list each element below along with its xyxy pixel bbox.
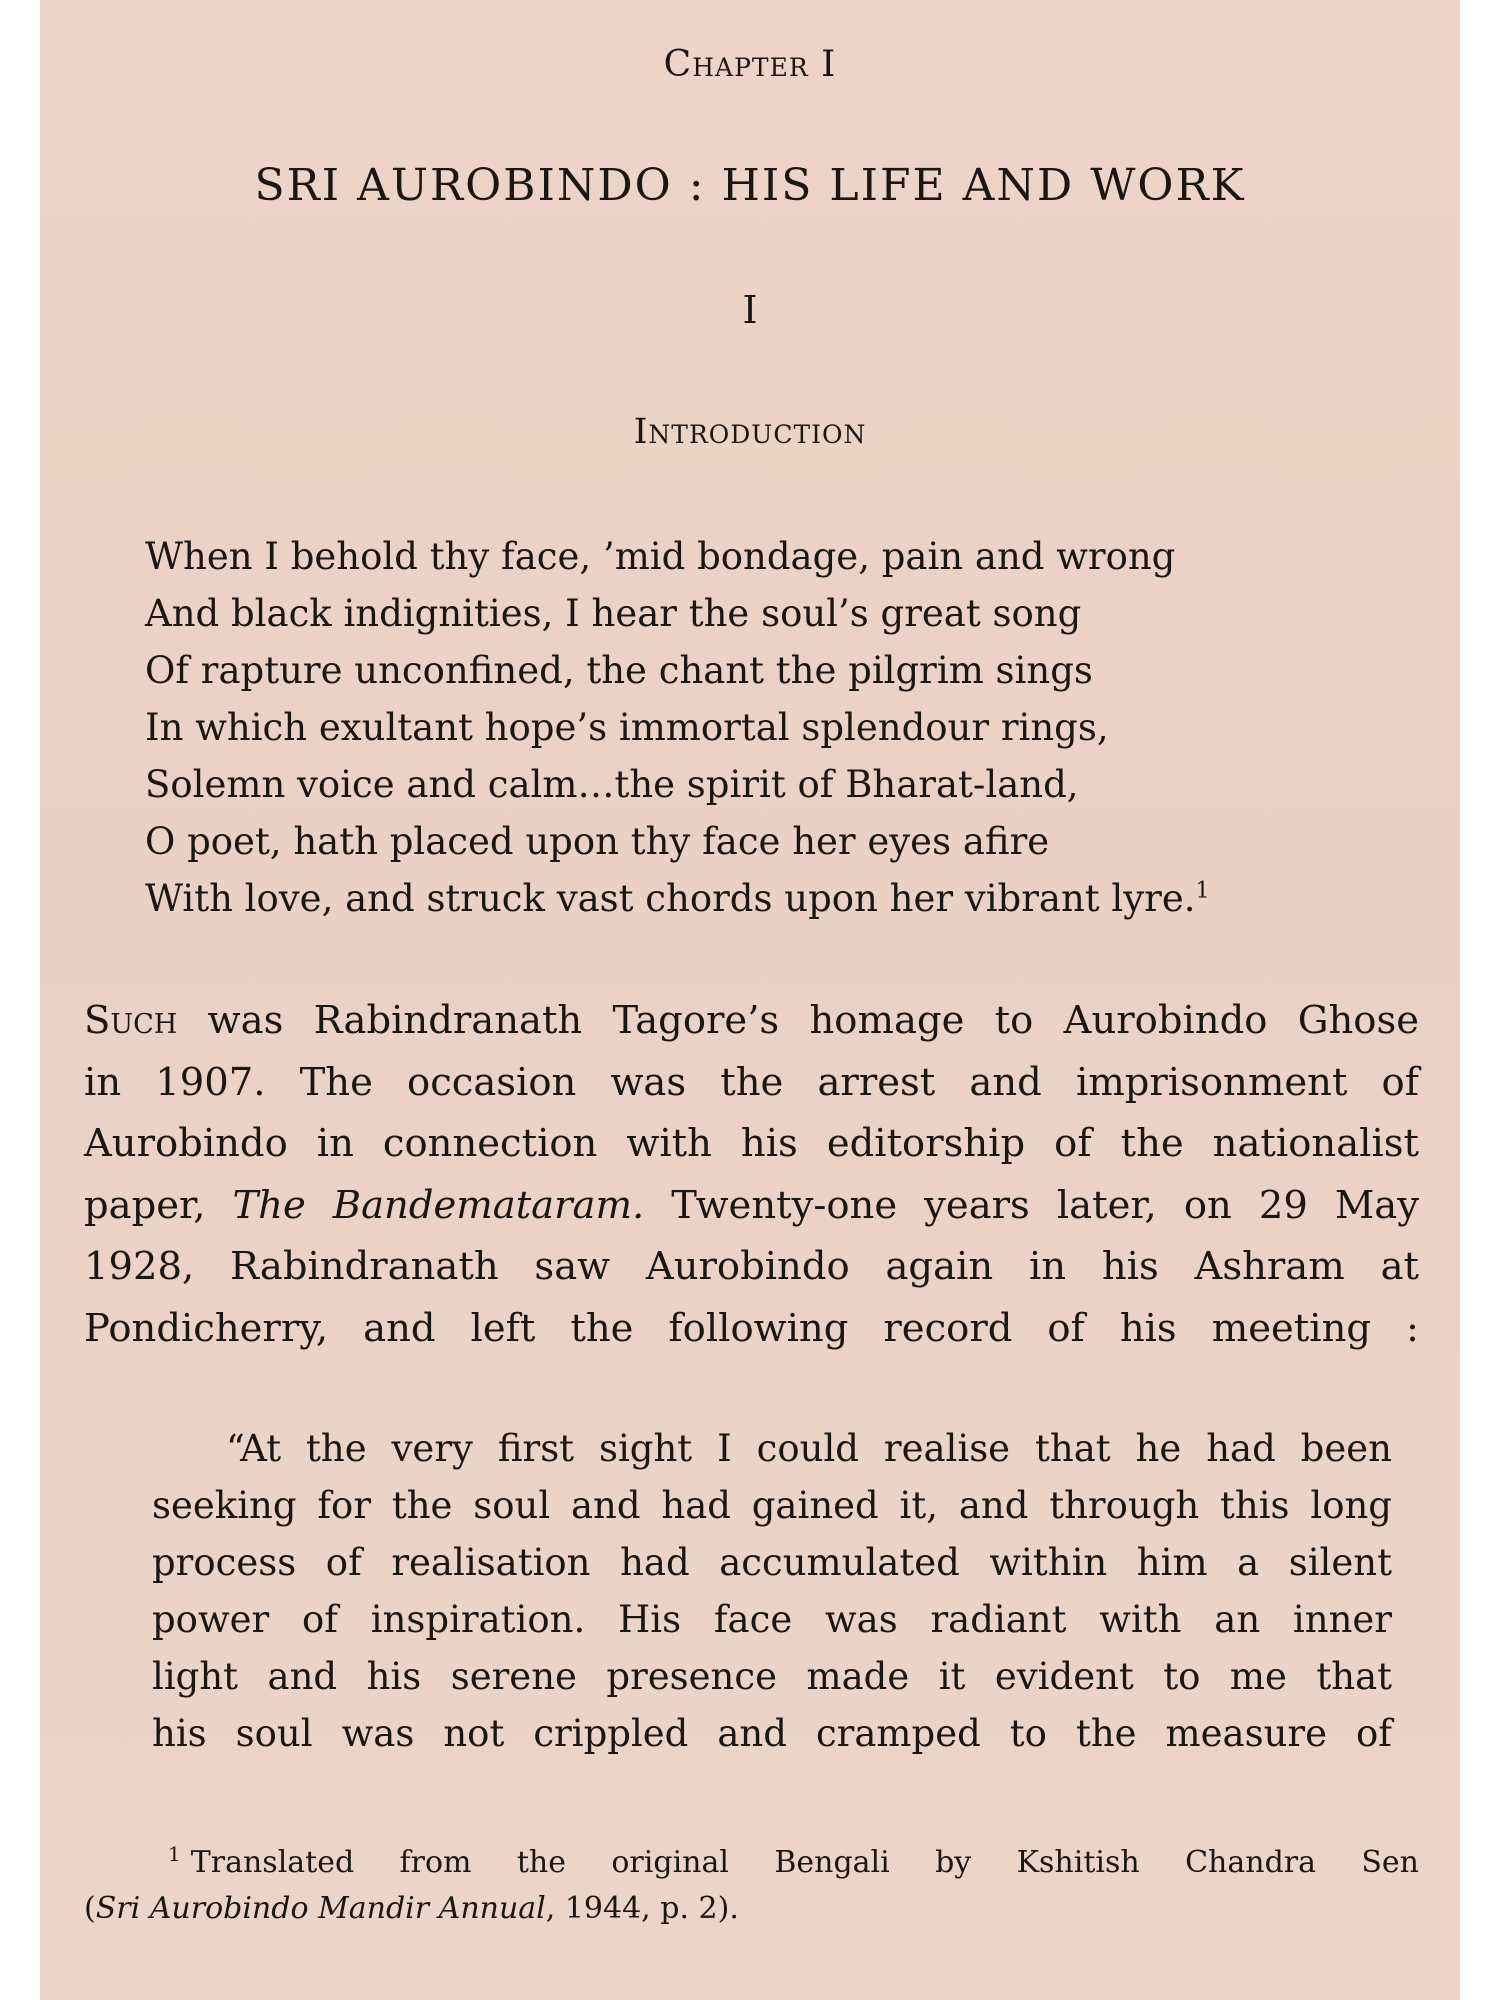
section-numeral: I [742,288,758,332]
body-line [84,1175,1419,1237]
footnote-line [84,1886,1419,1932]
footnote [84,1840,1419,1932]
poem-line: O poet, hath placed upon thy face her eyes afire [145,820,1050,863]
quote-line: “At the very first sight I could realise that he had been [226,1427,1392,1470]
body-paragraph [84,990,1419,1359]
poem-line: And black indignities, I hear the soul’s great song [145,592,1082,635]
section-title: Introduction [633,412,867,452]
footnote-number: 1 [168,1842,181,1866]
footnote-text: Translated from the original Bengali by Kshitish Chandra Sen [190,1845,1419,1880]
quote-line: seeking for the soul and had gained it, and through this long [152,1484,1392,1527]
poem-epigraph [145,528,1365,927]
quote-line: process of realisation had accumulated within him a silent [152,1541,1392,1584]
body-line: Aurobindo in connection with his editorship of the nationalist [84,1121,1419,1166]
poem-line-last [145,870,1365,927]
chapter-label-text: Chapter I [663,44,837,85]
poem-line-text: With love, and struck vast chords upon her vibrant lyre. [145,877,1196,920]
block-quote [152,1420,1392,1762]
body-text: was Rabindranath Tagore’s homage to Aurobindo Ghose [177,998,1419,1043]
book-title: SRI AUROBINDO : HIS LIFE AND WORK [254,160,1246,211]
footnote-marker: 1 [1195,878,1210,904]
chapter-label [40,44,1460,85]
footnote-line [84,1840,1419,1886]
body-line [84,990,1419,1052]
body-line: Pondicherry, and left the following record of his meeting : [84,1305,1419,1351]
quote-line: power of inspiration. His face was radiant with an inner [152,1598,1392,1641]
body-line: in 1907. The occasion was the arrest and imprisonment of [84,1059,1419,1105]
body-text: paper, [84,1182,233,1228]
poem-line: In which exultant hope’s immortal splendour rings, [145,706,1109,749]
poem-line: When I behold thy face, ’mid bondage, pain and wrong [145,535,1176,578]
quote-line: light and his serene presence made it evident to me that [152,1655,1392,1698]
body-line: 1928, Rabindranath saw Aurobindo again in his Ashram at [84,1244,1419,1289]
quote-line: his soul was not crippled and cramped to the measure of [152,1712,1392,1755]
poem-line: Of rapture unconfined, the chant the pilgrim sings [145,649,1093,692]
footnote-source-title: Sri Aurobindo Mandir Annual [95,1891,546,1926]
body-text: Twenty-one years later, on 29 May [644,1182,1419,1228]
poem-line: Solemn voice and calm…the spirit of Bharat-land, [145,763,1079,806]
footnote-text: , 1944, p. 2). [545,1891,739,1926]
lead-word: Such [84,998,178,1043]
book-page [40,0,1460,2000]
footnote-paren: ( [84,1891,96,1926]
newspaper-title: The Bandemataram. [232,1182,645,1228]
